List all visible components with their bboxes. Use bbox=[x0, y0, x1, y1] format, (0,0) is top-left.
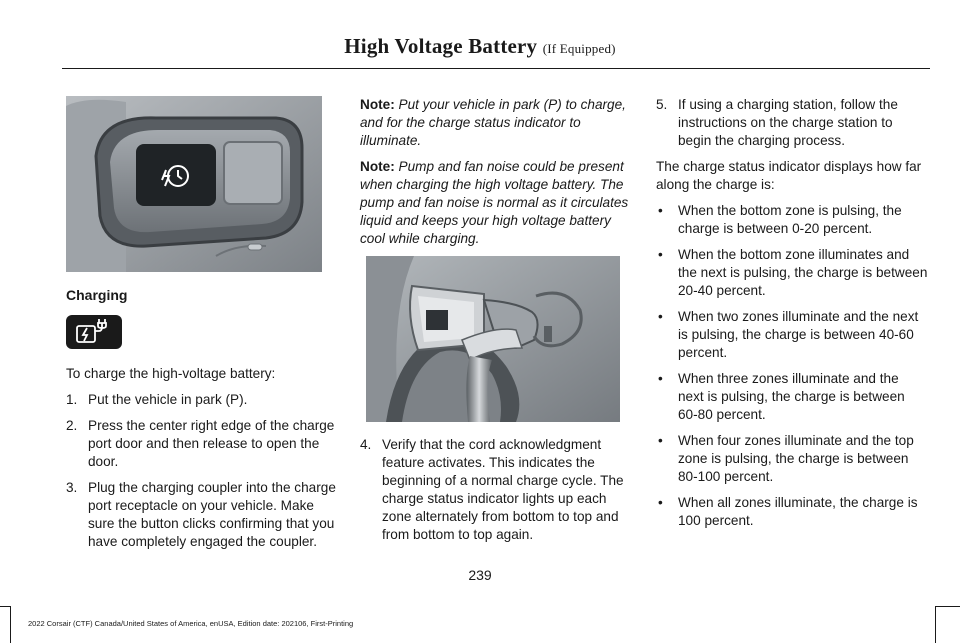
charge-status-intro: The charge status indicator displays how far along the charge is: bbox=[656, 159, 922, 192]
list-item: 2. Press the center right edge of the charge port door and then release to open the door. bbox=[66, 418, 335, 469]
crop-mark-bottom-right-horizontal bbox=[935, 606, 960, 607]
note-park: Note: Put your vehicle in park (P) to charge, and for the charge status indicator to illuminate. bbox=[360, 97, 626, 148]
charging-steps-list-continued bbox=[360, 436, 632, 544]
charge-port-door-image bbox=[66, 96, 322, 272]
list-item: 5. If using a charging station, follow the instructions on the charge station to begin the charging process. bbox=[656, 97, 898, 148]
footer-edition-info: 2022 Corsair (CTF) Canada/United States of America, enUSA, Edition date: 202106, First-Printing bbox=[28, 619, 354, 628]
crop-mark-bottom-left-vertical bbox=[10, 606, 11, 643]
charging-coupler-image bbox=[366, 256, 620, 422]
list-item: • When all zones illuminate, the charge is 100 percent. bbox=[656, 494, 928, 530]
column-left bbox=[66, 96, 338, 559]
column-right bbox=[656, 96, 928, 538]
list-item: 1. Put the vehicle in park (P). bbox=[66, 392, 248, 407]
charge-port-door-illustration bbox=[66, 96, 322, 272]
header-rule bbox=[62, 68, 930, 69]
list-item: 4. Verify that the cord acknowledgment feature activates. This indicates the beginning of a normal charge cycle. The charge status indicator lights up each zone alternately from bottom to top and from bottom to top again. bbox=[360, 437, 624, 542]
charging-status-icon bbox=[66, 315, 122, 349]
charging-coupler-illustration bbox=[366, 256, 620, 422]
charging-steps-list bbox=[66, 391, 338, 551]
charging-intro: To charge the high-voltage battery: bbox=[66, 366, 276, 381]
crop-mark-bottom-left-horizontal bbox=[0, 606, 11, 607]
column-middle bbox=[360, 96, 632, 552]
plug-lightning-icon bbox=[66, 315, 122, 349]
header-title: High Voltage Battery bbox=[344, 34, 538, 58]
crop-mark-bottom-right-vertical bbox=[935, 606, 936, 643]
list-item: • When the bottom zone illuminates and the next is pulsing, the charge is between 20-40 percent. bbox=[656, 246, 928, 300]
charge-status-list bbox=[656, 202, 928, 530]
section-heading-charging: Charging bbox=[66, 287, 128, 303]
list-item: • When four zones illuminate and the top zone is pulsing, the charge is between 80-100 percent. bbox=[656, 432, 928, 486]
list-item: 3. Plug the charging coupler into the charge port receptacle on your vehicle. Make sure the button clicks confirming that you have completely engaged the coupler. bbox=[66, 480, 336, 549]
list-item: • When the bottom zone is pulsing, the charge is between 0-20 percent. bbox=[656, 202, 928, 238]
header-subtitle: (If Equipped) bbox=[542, 41, 616, 56]
note-pump-noise: Note: Pump and fan noise could be present when charging the high voltage battery. The pump and fan noise is normal as it circulates liquid and keeps your high voltage battery cool while charging. bbox=[360, 159, 629, 246]
page-header bbox=[0, 34, 960, 59]
charging-steps-list-final bbox=[656, 96, 928, 150]
list-item: • When two zones illuminate and the next is pulsing, the charge is between 40-60 percent. bbox=[656, 308, 928, 362]
list-item: • When three zones illuminate and the next is pulsing, the charge is between 60-80 percent. bbox=[656, 370, 928, 424]
page-number: 239 bbox=[468, 567, 492, 583]
